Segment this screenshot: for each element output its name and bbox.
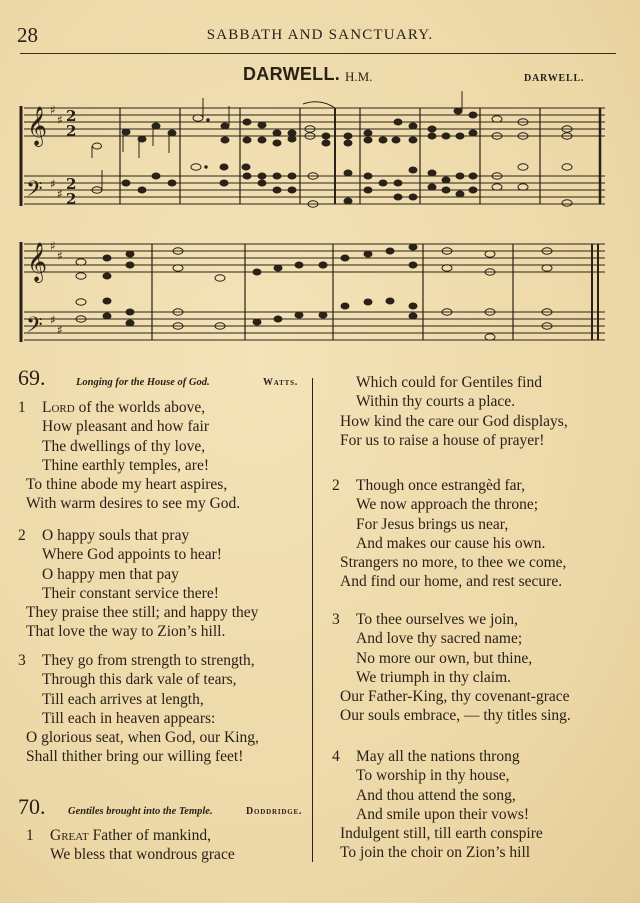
verse-first-word: Great	[50, 827, 89, 844]
verse-line: Which could for Gentiles find	[356, 374, 542, 391]
verse-line: Through this dark vale of tears,	[42, 671, 237, 689]
music-score	[0, 0, 640, 360]
verse-line: May all the nations throng	[356, 748, 520, 765]
verse-line: Strangers no more, to thee we come,	[340, 554, 567, 572]
verse-line: For Jesus brings us near,	[356, 515, 509, 533]
verse-line: Shall thither bring our willing feet!	[26, 748, 244, 766]
treble-clef-icon: 𝄞	[27, 106, 48, 146]
verse-line: With warm desires to see my God.	[26, 495, 241, 513]
verse-line: How kind the care our God displays,	[340, 412, 568, 430]
svg-text:2: 2	[66, 175, 77, 193]
verse-line: Where God appoints to hear!	[42, 546, 222, 564]
verse-line: of the worlds above,	[78, 399, 206, 416]
verse-line: They go from strength to strength,	[42, 652, 255, 669]
bass-clef-icon: 𝄢	[26, 313, 43, 343]
verse-line: Thine earthly temples, are!	[42, 456, 209, 474]
verse-number: 4	[332, 748, 340, 765]
verse-line: And smile upon their vows!	[356, 805, 530, 823]
hymn70-verse-3	[332, 610, 571, 726]
hymn69-verse-3	[18, 651, 259, 767]
hymn69-verse-1	[18, 398, 240, 514]
verse-line: And thou attend the song,	[356, 786, 516, 804]
verse-line: To thee ourselves we join,	[356, 611, 519, 628]
verse-line: We triumph in thy claim.	[356, 668, 512, 686]
page-number: 28	[17, 23, 38, 47]
verse-line: And find our home, and rest secure.	[340, 573, 563, 591]
tune-meter: H.M.	[345, 69, 373, 84]
verse-first-word: Lord	[42, 399, 75, 416]
hymn-subtitle: Longing for the House of God.	[76, 377, 210, 388]
verse-line: We bless that wondrous grace	[50, 846, 235, 864]
verse-line: To thine abode my heart aspires,	[26, 476, 228, 494]
verse-number: 2	[18, 527, 26, 544]
bass-clef-icon: 𝄢	[26, 177, 43, 207]
verse-number: 3	[18, 652, 26, 669]
verse-line: That love the way to Zion’s hill.	[26, 623, 226, 641]
svg-text:♯: ♯	[57, 187, 63, 201]
system1-bass-staff	[24, 176, 605, 204]
verse-line: To join the choir on Zion’s hill	[340, 844, 531, 862]
treble-clef-icon: 𝄞	[27, 242, 48, 282]
hymn-author: Doddridge.	[246, 806, 303, 817]
running-title: SABBATH AND SANCTUARY.	[206, 27, 434, 43]
verse-line: For us to raise a house of prayer!	[340, 431, 545, 449]
svg-text:♯: ♯	[50, 239, 56, 253]
verse-line: To worship in thy house,	[356, 767, 510, 785]
verse-line: Our Father-King, thy covenant-grace	[340, 688, 570, 706]
hymn-subtitle: Gentiles brought into the Temple.	[68, 806, 213, 817]
verse-line: Our souls embrace, — thy titles sing.	[340, 707, 571, 725]
hymn70-verse-2	[332, 476, 566, 592]
verse-number: 1	[18, 399, 26, 416]
verse-line: We now approach the throne;	[356, 496, 539, 514]
svg-text:♯: ♯	[50, 103, 56, 117]
verse-line: O glorious seat, when God, our King,	[26, 729, 259, 747]
svg-text:2: 2	[66, 107, 77, 125]
verse-line: Their constant service there!	[42, 584, 219, 602]
verse-line: And makes our cause his own.	[356, 534, 546, 552]
svg-text:♯: ♯	[50, 313, 56, 327]
hymn-number: 69.	[18, 365, 46, 390]
verse-line: Within thy courts a place.	[356, 393, 516, 411]
tune-composer: DARWELL.	[524, 73, 585, 84]
verse-line: O happy men that pay	[42, 565, 179, 583]
column-divider	[312, 378, 313, 862]
hymn70-verse-1-cont	[332, 373, 568, 450]
verse-line: Though once estrangèd far,	[356, 477, 525, 494]
verse-line: Father of mankind,	[92, 827, 211, 844]
svg-text:♯: ♯	[50, 177, 56, 191]
verse-line: And love thy sacred name;	[356, 630, 523, 648]
verse-line: Till each in heaven appears:	[42, 709, 216, 727]
verse-line: Indulgent still, till earth conspire	[340, 825, 543, 843]
verse-line: Till each arrives at length,	[42, 690, 204, 708]
hymn70-verse-1-start	[26, 826, 235, 865]
verse-line: They praise thee still; and happy they	[26, 604, 259, 622]
verse-line: O happy souls that pray	[42, 527, 190, 544]
svg-text:♯: ♯	[57, 249, 63, 263]
verse-line: The dwellings of thy love,	[42, 437, 206, 455]
hymn-author: Watts.	[263, 377, 299, 388]
verse-line: No more our own, but thine,	[356, 649, 533, 667]
verse-line: How pleasant and how fair	[42, 418, 210, 436]
hymn69-verse-2	[18, 526, 258, 642]
svg-text:2: 2	[66, 190, 77, 208]
hymn-number: 70.	[18, 794, 46, 819]
verse-number: 2	[332, 477, 340, 494]
tune-name: DARWELL.	[243, 64, 341, 84]
hymn70-verse-4	[332, 747, 543, 863]
verse-number: 3	[332, 611, 340, 628]
svg-text:♯: ♯	[57, 323, 63, 337]
verse-number: 1	[26, 827, 34, 844]
svg-text:♯: ♯	[57, 113, 63, 127]
svg-text:2: 2	[66, 122, 77, 140]
